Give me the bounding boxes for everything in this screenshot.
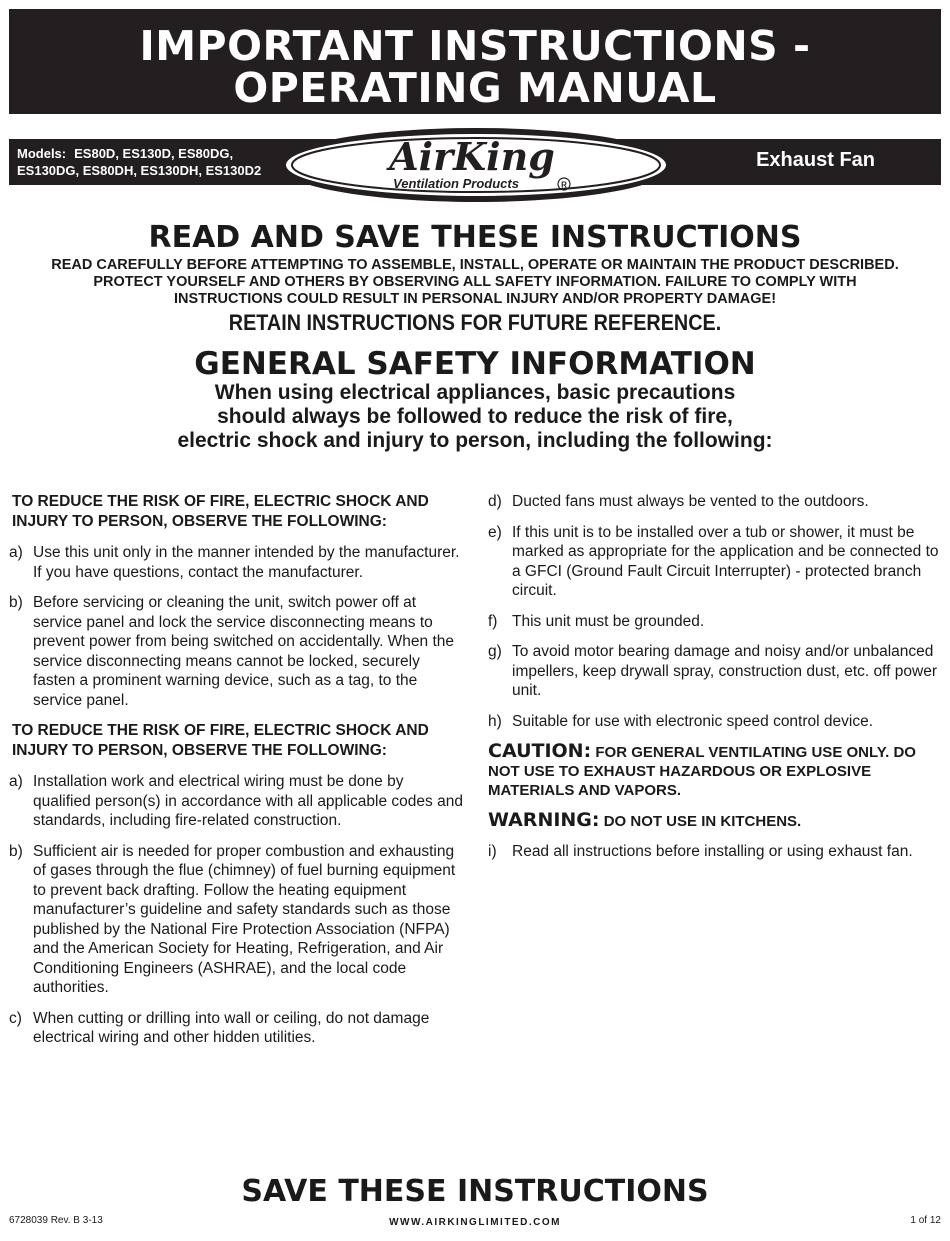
models-label: Models: <box>17 146 67 161</box>
list-item <box>488 712 944 732</box>
item-text: Read all instructions before installing or using exhaust fan. <box>512 843 913 860</box>
read-save-heading: READ AND SAVE THESE INSTRUCTIONS <box>148 220 802 255</box>
airking-logo <box>276 126 676 204</box>
logo-tagline: Ventilation Products <box>393 176 519 191</box>
save-instructions-heading: SAVE THESE INSTRUCTIONS <box>241 1174 709 1209</box>
list-item <box>9 1009 464 1048</box>
list-item <box>488 612 944 632</box>
general-sub-line-3: electric shock and injury to person, including the following: <box>177 429 773 452</box>
item-letter: a) <box>9 773 23 790</box>
caution-label: CAUTION: <box>488 740 592 762</box>
item-text: Ducted fans must always be vented to the outdoors. <box>512 493 869 510</box>
item-letter: c) <box>9 1009 22 1027</box>
item-letter: d) <box>488 493 502 510</box>
general-safety-heading: GENERAL SAFETY INFORMATION <box>194 346 756 382</box>
retain-notice: RETAIN INSTRUCTIONS FOR FUTURE REFERENCE. <box>228 310 722 335</box>
item-text: Installation work and electrical wiring must be done by qualified person(s) in accordance with all applicable codes and standards, including fire-related construction. <box>33 773 463 829</box>
warning-label: WARNING: <box>488 809 600 831</box>
item-text: Sufficient air is needed for proper combustion and exhausting of gases through the flue (chimney) of fuel burning equipment to prevent back drafting. Follow the heating equipment manufacturer’s guideline and safety standards such as those published by the National Fire Protection Association (NFPA) and the American Society for Heating, Refrigeration, and Air Conditioning Engineers (ASHRAE), and the local code authorities. <box>33 842 456 996</box>
page-number: 1 of 12 <box>910 1215 941 1226</box>
caution-notice <box>488 742 944 800</box>
item-text: To avoid motor bearing damage and noisy and/or unbalanced impellers, keep drywall spray, construction dust, etc. off power unit. <box>512 643 938 699</box>
item-text: If this unit is to be installed over a tub or shower, it must be marked as appropriate for the application and be connected to a GFCI (Ground Fault Circuit Interrupter) - protected branch circuit. <box>512 523 939 599</box>
models-line-2: ES130DG, ES80DH, ES130DH, ES130D2 <box>17 163 262 178</box>
doc-number: 6728039 Rev. B 3-13 <box>9 1215 103 1226</box>
list-item <box>9 593 464 710</box>
item-text: Suitable for use with electronic speed control device. <box>512 712 874 730</box>
read-line-1: READ CAREFULLY BEFORE ATTEMPTING TO ASSEMBLE, INSTALL, OPERATE OR MAINTAIN THE PRODUCT DESCRIBED. <box>51 257 899 273</box>
right-column <box>488 492 944 873</box>
warning-notice <box>488 811 944 831</box>
item-text: This unit must be grounded. <box>512 612 705 630</box>
item-letter: h) <box>488 712 502 730</box>
logo-brand: AirKing <box>389 134 555 179</box>
website-link[interactable]: WWW.AIRKINGLIMITED.COM <box>389 1217 561 1228</box>
item-letter: f) <box>488 612 498 630</box>
read-line-2: PROTECT YOURSELF AND OTHERS BY OBSERVING ALL SAFETY INFORMATION. FAILURE TO COMPLY WITH <box>93 274 857 290</box>
item-letter: b) <box>9 594 23 611</box>
general-sub-line-1: When using electrical appliances, basic precautions <box>214 381 736 404</box>
item-letter: i) <box>488 843 497 860</box>
block-2-heading: TO REDUCE THE RISK OF FIRE, ELECTRIC SHOCK AND INJURY TO PERSON, OBSERVE THE FOLLOWING: <box>12 722 429 759</box>
read-line-3: INSTRUCTIONS COULD RESULT IN PERSONAL INJURY AND/OR PROPERTY DAMAGE! <box>173 291 777 307</box>
block-1-heading: TO REDUCE THE RISK OF FIRE, ELECTRIC SHOCK AND INJURY TO PERSON, OBSERVE THE FOLLOWING: <box>12 493 429 530</box>
list-item <box>9 842 464 998</box>
item-text: Use this unit only in the manner intended by the manufacturer. If you have questions, contact the manufacturer. <box>33 544 460 581</box>
title-line-1: IMPORTANT INSTRUCTIONS - <box>139 22 811 70</box>
list-item <box>488 842 944 862</box>
general-sub-line-2: should always be followed to reduce the risk of fire, <box>217 405 733 428</box>
models-list <box>17 145 261 179</box>
item-text: Before servicing or cleaning the unit, switch power off at service panel and lock the service disconnecting means to prevent power from being switched on accidentally. When the service disconnecting means cannot be locked, securely fasten a prominent warning device, such as a tag, to the service panel. <box>33 594 455 709</box>
list-item <box>488 642 944 701</box>
warning-text: DO NOT USE IN KITCHENS. <box>603 813 802 830</box>
list-item <box>9 543 464 582</box>
title-line-2: OPERATING MANUAL <box>233 64 717 112</box>
item-letter: e) <box>488 523 502 541</box>
left-column <box>9 492 464 1059</box>
item-letter: a) <box>9 544 23 561</box>
caution-text: FOR GENERAL VENTILATING USE ONLY. DO NOT USE TO EXHAUST HAZARDOUS OR EXPLOSIVE MATERIALS AND VAPORS. <box>488 744 916 799</box>
product-name: Exhaust Fan <box>756 149 875 171</box>
title-banner <box>9 9 941 114</box>
read-warning-text <box>0 257 950 308</box>
general-safety-subtitle <box>0 381 950 453</box>
item-letter: g) <box>488 643 502 660</box>
list-item <box>9 772 464 831</box>
list-item <box>488 492 944 512</box>
item-letter: b) <box>9 842 23 860</box>
list-item <box>488 523 944 601</box>
models-line-1: ES80D, ES130D, ES80DG, <box>74 146 234 161</box>
item-text: When cutting or drilling into wall or ceiling, do not damage electrical wiring and other hidden utilities. <box>33 1009 430 1046</box>
registered-mark: R <box>561 180 567 190</box>
